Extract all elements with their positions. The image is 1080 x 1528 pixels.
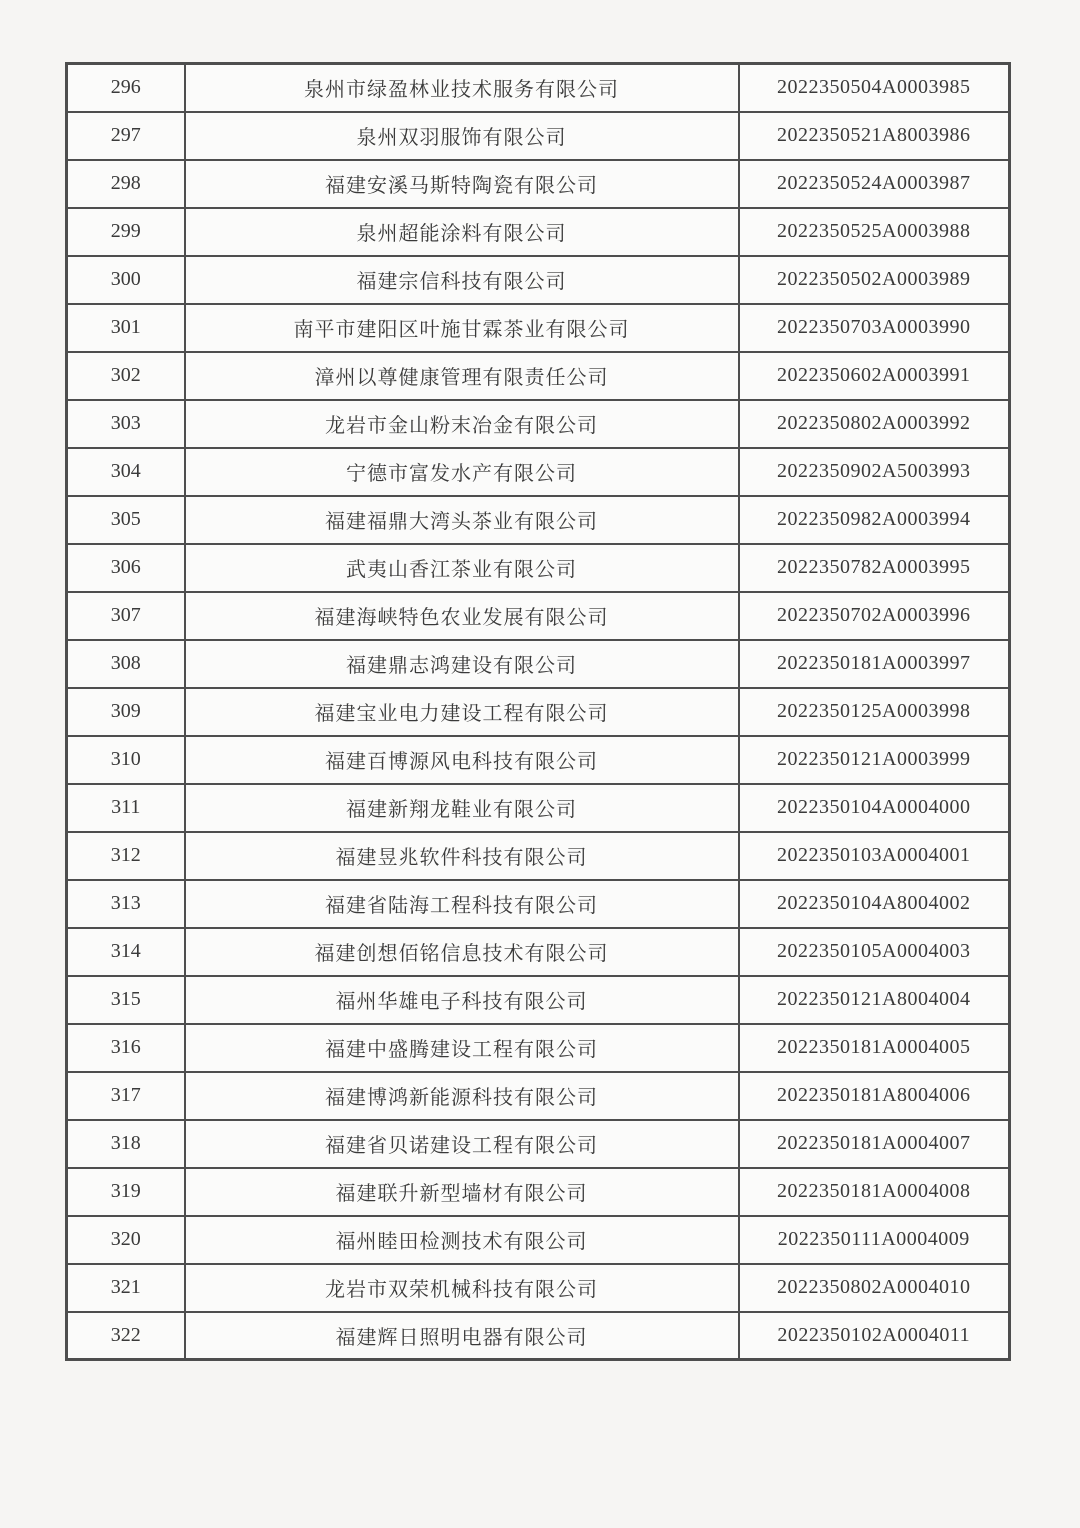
table-row (67, 688, 1010, 736)
registration-code-cell: 2022350125A0003998 (739, 688, 1010, 736)
registration-code-cell: 2022350602A0003991 (739, 352, 1010, 400)
row-number-cell: 310 (67, 736, 185, 784)
registration-code-cell: 2022350524A0003987 (739, 160, 1010, 208)
company-registration-table (65, 62, 1011, 1361)
registration-code-cell: 2022350181A0004007 (739, 1120, 1010, 1168)
registration-code-cell: 2022350702A0003996 (739, 592, 1010, 640)
table-row (67, 880, 1010, 928)
table-row (67, 448, 1010, 496)
company-name-cell: 福建中盛腾建设工程有限公司 (185, 1024, 739, 1072)
row-number-cell: 305 (67, 496, 185, 544)
row-number-cell: 296 (67, 64, 185, 112)
table-row (67, 208, 1010, 256)
row-number-cell: 314 (67, 928, 185, 976)
row-number-cell: 309 (67, 688, 185, 736)
row-number-cell: 300 (67, 256, 185, 304)
row-number-cell: 302 (67, 352, 185, 400)
company-name-cell: 福建省贝诺建设工程有限公司 (185, 1120, 739, 1168)
company-name-cell: 福建百博源风电科技有限公司 (185, 736, 739, 784)
table-row (67, 1024, 1010, 1072)
company-name-cell: 南平市建阳区叶施甘霖茶业有限公司 (185, 304, 739, 352)
row-number-cell: 312 (67, 832, 185, 880)
table-row (67, 1216, 1010, 1264)
company-name-cell: 福建鼎志鸿建设有限公司 (185, 640, 739, 688)
registration-code-cell: 2022350703A0003990 (739, 304, 1010, 352)
row-number-cell: 304 (67, 448, 185, 496)
company-name-cell: 福建海峡特色农业发展有限公司 (185, 592, 739, 640)
company-name-cell: 福建创想佰铭信息技术有限公司 (185, 928, 739, 976)
company-name-cell: 福建联升新型墙材有限公司 (185, 1168, 739, 1216)
company-name-cell: 福建新翔龙鞋业有限公司 (185, 784, 739, 832)
company-name-cell: 福建安溪马斯特陶瓷有限公司 (185, 160, 739, 208)
row-number-cell: 313 (67, 880, 185, 928)
registration-code-cell: 2022350104A0004000 (739, 784, 1010, 832)
table-row (67, 1072, 1010, 1120)
table-row (67, 1120, 1010, 1168)
company-name-cell: 泉州双羽服饰有限公司 (185, 112, 739, 160)
row-number-cell: 319 (67, 1168, 185, 1216)
table-row (67, 640, 1010, 688)
company-name-cell: 福州华雄电子科技有限公司 (185, 976, 739, 1024)
registration-code-cell: 2022350502A0003989 (739, 256, 1010, 304)
registration-code-cell: 2022350802A0003992 (739, 400, 1010, 448)
company-name-cell: 福建宝业电力建设工程有限公司 (185, 688, 739, 736)
registration-code-cell: 2022350121A8004004 (739, 976, 1010, 1024)
table-row (67, 736, 1010, 784)
table-row (67, 592, 1010, 640)
company-name-cell: 龙岩市金山粉末冶金有限公司 (185, 400, 739, 448)
table-row (67, 784, 1010, 832)
row-number-cell: 322 (67, 1312, 185, 1360)
row-number-cell: 315 (67, 976, 185, 1024)
row-number-cell: 318 (67, 1120, 185, 1168)
registration-code-cell: 2022350104A8004002 (739, 880, 1010, 928)
row-number-cell: 320 (67, 1216, 185, 1264)
table-row (67, 256, 1010, 304)
table-row (67, 544, 1010, 592)
company-name-cell: 福建辉日照明电器有限公司 (185, 1312, 739, 1360)
row-number-cell: 306 (67, 544, 185, 592)
registration-code-cell: 2022350181A8004006 (739, 1072, 1010, 1120)
company-name-cell: 福建福鼎大湾头茶业有限公司 (185, 496, 739, 544)
table-row (67, 928, 1010, 976)
table-row (67, 352, 1010, 400)
registration-code-cell: 2022350102A0004011 (739, 1312, 1010, 1360)
company-name-cell: 武夷山香江茶业有限公司 (185, 544, 739, 592)
registration-code-cell: 2022350525A0003988 (739, 208, 1010, 256)
table-row (67, 160, 1010, 208)
row-number-cell: 307 (67, 592, 185, 640)
row-number-cell: 308 (67, 640, 185, 688)
table-body (67, 64, 1010, 1360)
company-name-cell: 福建宗信科技有限公司 (185, 256, 739, 304)
table-row (67, 496, 1010, 544)
row-number-cell: 298 (67, 160, 185, 208)
registration-code-cell: 2022350782A0003995 (739, 544, 1010, 592)
row-number-cell: 321 (67, 1264, 185, 1312)
row-number-cell: 303 (67, 400, 185, 448)
table-row (67, 832, 1010, 880)
company-name-cell: 宁德市富发水产有限公司 (185, 448, 739, 496)
row-number-cell: 301 (67, 304, 185, 352)
company-name-cell: 福州睦田检测技术有限公司 (185, 1216, 739, 1264)
table-row (67, 64, 1010, 112)
company-name-cell: 龙岩市双荣机械科技有限公司 (185, 1264, 739, 1312)
registration-code-cell: 2022350982A0003994 (739, 496, 1010, 544)
company-name-cell: 泉州市绿盈林业技术服务有限公司 (185, 64, 739, 112)
row-number-cell: 297 (67, 112, 185, 160)
table-row (67, 1168, 1010, 1216)
registration-code-cell: 2022350105A0004003 (739, 928, 1010, 976)
company-name-cell: 福建博鸿新能源科技有限公司 (185, 1072, 739, 1120)
row-number-cell: 311 (67, 784, 185, 832)
registration-code-cell: 2022350802A0004010 (739, 1264, 1010, 1312)
table-row (67, 400, 1010, 448)
registration-code-cell: 2022350181A0003997 (739, 640, 1010, 688)
table-row (67, 112, 1010, 160)
row-number-cell: 317 (67, 1072, 185, 1120)
row-number-cell: 316 (67, 1024, 185, 1072)
company-name-cell: 福建昱兆软件科技有限公司 (185, 832, 739, 880)
registration-code-cell: 2022350902A5003993 (739, 448, 1010, 496)
registration-code-cell: 2022350181A0004008 (739, 1168, 1010, 1216)
company-name-cell: 漳州以尊健康管理有限责任公司 (185, 352, 739, 400)
registration-code-cell: 2022350121A0003999 (739, 736, 1010, 784)
table-row (67, 1312, 1010, 1360)
row-number-cell: 299 (67, 208, 185, 256)
table-row (67, 304, 1010, 352)
company-name-cell: 福建省陆海工程科技有限公司 (185, 880, 739, 928)
registration-code-cell: 2022350521A8003986 (739, 112, 1010, 160)
registration-code-cell: 2022350504A0003985 (739, 64, 1010, 112)
registration-code-cell: 2022350103A0004001 (739, 832, 1010, 880)
table-row (67, 1264, 1010, 1312)
table-row (67, 976, 1010, 1024)
registration-code-cell: 2022350181A0004005 (739, 1024, 1010, 1072)
registration-code-cell: 2022350111A0004009 (739, 1216, 1010, 1264)
company-name-cell: 泉州超能涂料有限公司 (185, 208, 739, 256)
